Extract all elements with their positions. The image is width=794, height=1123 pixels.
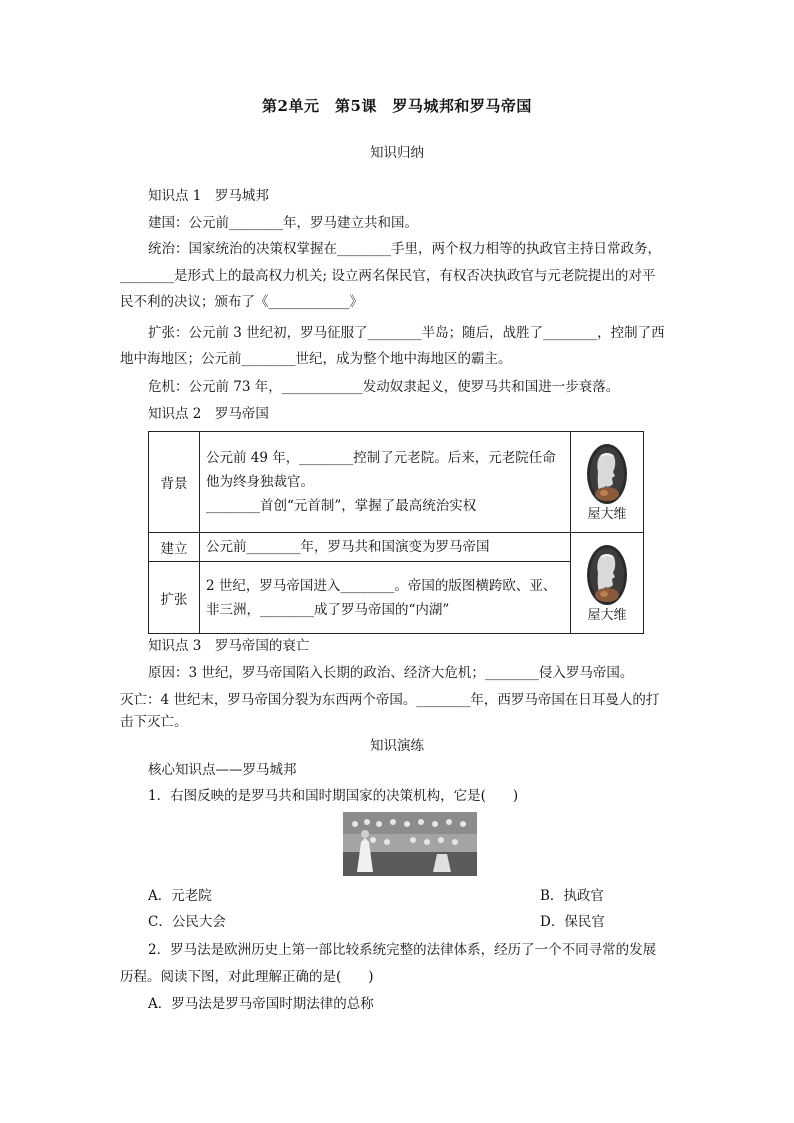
- senate-painting-image: [343, 812, 477, 876]
- option-b: B．执政官: [540, 888, 604, 904]
- question-2-stem: 2．罗马法是欧洲历史上第一部比较系统完整的法律体系，经历了一个不同寻常的发展: [148, 942, 657, 958]
- question-2-stem-2: 历程。阅读下图，对此理解正确的是( ): [120, 969, 374, 985]
- kp3-heading: 知识点 3 罗马帝国的衰亡: [148, 638, 310, 654]
- label-establishment: 建立: [149, 533, 200, 562]
- expansion-line-2: 非三洲，________成了罗马帝国的“内湖”: [206, 601, 450, 618]
- section-heading-summary: 知识归纳: [370, 145, 424, 161]
- portrait-caption-2: 屋大维: [587, 608, 627, 623]
- core-heading: 核心知识点——罗马城邦: [148, 762, 297, 778]
- kp1-line-crisis: 危机：公元前 73 年，____________发动奴隶起义，使罗马共和国进一步衰落。: [148, 379, 620, 395]
- establishment-text: 公元前________年，罗马共和国演变为罗马帝国: [200, 533, 571, 562]
- octavian-cameo-image: [585, 442, 629, 506]
- kp1-line-expansion-2: 地中海地区；公元前________世纪，成为整个地中海地区的霸主。: [120, 351, 512, 367]
- option-d: D．保民官: [540, 914, 605, 930]
- expansion-line-1: 2 世纪，罗马帝国进入________。帝国的版图横跨欧、亚、: [206, 577, 557, 594]
- kp3-line-cause: 原因：3 世纪，罗马帝国陷入长期的政治、经济大危机；________侵入罗马帝国。: [148, 665, 634, 681]
- question-2-option-a: A．罗马法是罗马帝国时期法律的总称: [148, 996, 374, 1012]
- kp1-line-rule-3: 民不利的决议；颁布了《____________》: [120, 294, 363, 310]
- kp1-line-founding: 建国：公元前________年，罗马建立共和国。: [148, 215, 418, 231]
- background-line-3: ________首创“元首制”，掌握了最高统治实权: [206, 498, 477, 514]
- portrait-caption: 屋大维: [587, 507, 627, 522]
- background-line-1: 公元前 49 年，________控制了元老院。后来，元老院任命: [206, 450, 556, 466]
- question-1-stem: 1．右图反映的是罗马共和国时期国家的决策机构，它是( ): [148, 788, 519, 804]
- kp1-line-rule: 统治：国家统治的决策权掌握在________手里，两个权力相等的执政官主持日常政务，: [148, 241, 661, 257]
- label-background: 背景: [149, 432, 200, 533]
- background-line-2: 他为终身独裁官。: [206, 474, 314, 490]
- kp2-heading: 知识点 2 罗马帝国: [148, 406, 269, 422]
- kp1-line-rule-2: ________是形式上的最高权力机关; 设立两名保民官，有权否决执政官与元老院提出的对平: [120, 268, 656, 284]
- kp1-heading: 知识点 1 罗马城邦: [148, 188, 269, 204]
- kp2-table: [148, 431, 644, 634]
- option-c: C．公民大会: [148, 914, 226, 930]
- section-heading-practice: 知识演练: [370, 738, 424, 754]
- portrait-cell: [571, 432, 644, 533]
- background-text: [200, 432, 571, 533]
- kp3-line-fall: 灭亡：4 世纪末，罗马帝国分裂为东西两个帝国。________年，西罗马帝国在日耳曼人的打: [120, 692, 660, 708]
- octavian-cameo-image-2: [585, 543, 629, 607]
- kp1-line-expansion: 扩张：公元前 3 世纪初，罗马征服了________半岛；随后，战胜了________，控制了西: [148, 325, 665, 341]
- expansion-text: [200, 562, 571, 634]
- option-a: A．元老院: [148, 888, 212, 904]
- label-expansion: 扩张: [149, 562, 200, 634]
- page-title: 第2单元 第5课 罗马城邦和罗马帝国: [262, 97, 532, 115]
- kp3-line-fall-2: 击下灭亡。: [120, 714, 188, 730]
- portrait-cell-2: [571, 533, 644, 634]
